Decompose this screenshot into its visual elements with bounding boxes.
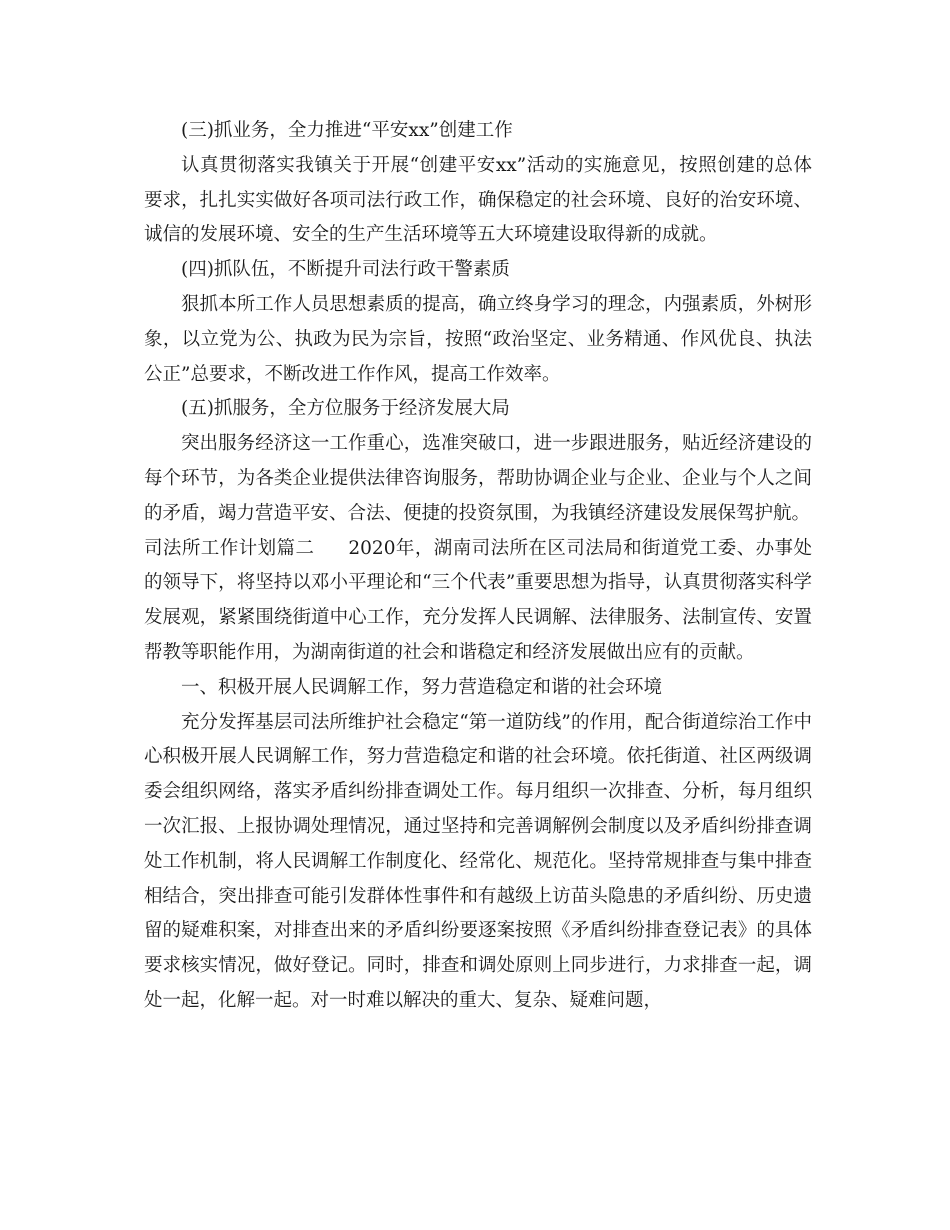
section-two-paragraph — [144, 532, 812, 671]
heading-mediation: 一、积极开展人民调解工作，努力营造稳定和谐的社会环境 — [181, 676, 663, 698]
heading-service: (五)抓服务，全方位服务于经济发展大局 — [181, 398, 510, 420]
section-two-text: 2020年，湖南司法所在区司法局和街道党工委、办事处的领导下，将坚持以邓小平理论和“三个代表”重要思想为指导，认真贯彻落实科学发展观，紧紧围绕街道中心工作，充分发挥人民调解、法律服务、法制宣传、安置帮教等职能作用，为湖南街道的社会和谐稳定和经济发展做出应有的贡献。 — [144, 537, 812, 663]
paragraph-team: 狠抓本所工作人员思想素质的提高，确立终身学习的理念，内强素质，外树形象，以立党为公、执政为民为宗旨，按照“政治坚定、业务精通、作风优良、执法公正”总要求，不断改进工作作风，提高工作效率。 — [144, 293, 812, 385]
paragraph-service: 突出服务经济这一工作重心，选准突破口，进一步跟进服务，贴近经济建设的每个环节，为各类企业提供法律咨询服务，帮助协调企业与企业、企业与个人之间的矛盾，竭力营造平安、合法、便捷的投资氛围，为我镇经济建设发展保驾护航。 — [144, 433, 812, 524]
paragraph-mediation: 充分发挥基层司法所维护社会稳定“第一道防线”的作用，配合街道综治工作中心积极开展人民调解工作，努力营造稳定和谐的社会环境。依托街道、社区两级调委会组织网络，落实矛盾纠纷排查调处工作。每月组织一次排查、分析，每月组织一次汇报、上报协调处理情况，通过坚持和完善调解例会制度以及矛盾纠纷排查调处工作机制，将人民调解工作制度化、经常化、规范化。坚持常规排查与集中排查相结合，突出排查可能引发群体性事件和有越级上访苗头隐患的矛盾纠纷、历史遗留的疑难积案，对排查出来的矛盾纠纷要逐案按照《矛盾纠纷排查登记表》的具体要求核实情况，做好登记。同时，排查和调处原则上同步进行，力求排查一起，调处一起，化解一起。对一时难以解决的重大、复杂、疑难问题， — [144, 711, 812, 1011]
heading-team: (四)抓队伍，不断提升司法行政干警素质 — [181, 259, 510, 281]
heading-business: (三)抓业务，全力推进“平安xx”创建工作 — [181, 120, 513, 141]
paragraph-business: 认真贯彻落实我镇关于开展“创建平安xx”活动的实施意见，按照创建的总体要求，扎扎实实做好各项司法行政工作，确保稳定的社会环境、良好的治安环境、诚信的发展环境、安全的生产生活环境等五大环境建设取得新的成就。 — [144, 154, 812, 246]
section-two-title: 司法所工作计划篇二 — [144, 537, 315, 559]
document-body — [144, 114, 812, 1019]
